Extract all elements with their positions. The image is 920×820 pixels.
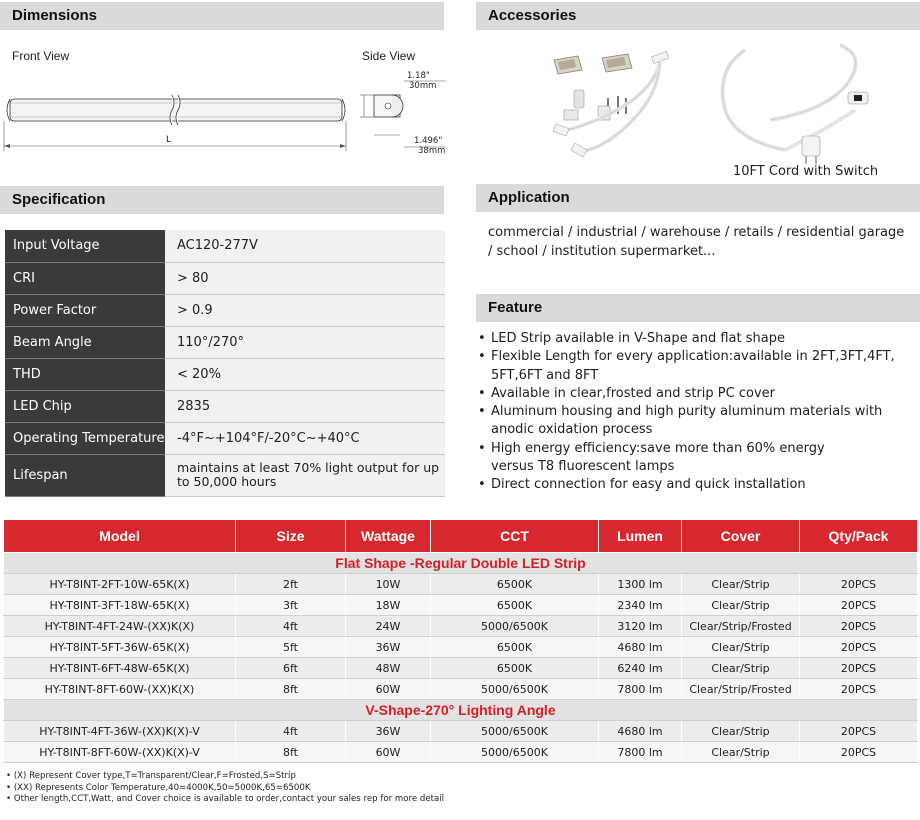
cell-size: 6ft — [236, 658, 346, 679]
front-view-drawing — [0, 85, 350, 155]
footnotes — [6, 771, 444, 806]
cell-cct: 5000/6500K — [431, 721, 599, 742]
cell-cct: 6500K — [431, 658, 599, 679]
feature-item: • LED Strip available in V-Shape and flat shape — [475, 330, 915, 348]
mounting-clip-icon — [554, 56, 582, 74]
table-row — [4, 616, 918, 637]
cell-lumen: 4680 lm — [599, 637, 682, 658]
cell-lumen: 2340 lm — [599, 595, 682, 616]
table-row — [4, 658, 918, 679]
spec-row — [5, 230, 445, 262]
spec-key: LED Chip — [5, 390, 165, 422]
footnote-text: (XX) Represents Color Temperature,40=4000K,50=5000K,65=6500K — [13, 782, 311, 793]
column-header-qty-pack: Qty/Pack — [800, 520, 918, 553]
table-row — [4, 721, 918, 742]
footnote-text: Other length,CCT,Watt, and Cover choice is available to order,contact your sales rep for more detail — [13, 794, 445, 804]
height-mm-label: 30mm — [409, 81, 437, 91]
spec-value: 2835 — [165, 390, 445, 422]
cell-qty: 20PCS — [800, 658, 918, 679]
spec-value: < 20% — [165, 358, 445, 390]
cell-cover: Clear/Strip — [682, 637, 800, 658]
application-title: Application — [488, 189, 570, 206]
feature-item: • Aluminum housing and high purity aluminum materials with anodic oxidation process — [475, 403, 915, 440]
group-title-flat: Flat Shape -Regular Double LED Strip — [4, 553, 918, 574]
spec-row — [5, 390, 445, 422]
cell-cover: Clear/Strip — [682, 595, 800, 616]
cell-cover: Clear/Strip — [682, 742, 800, 763]
spec-key: Beam Angle — [5, 326, 165, 358]
profile-shape — [374, 95, 403, 117]
table-group-row — [4, 553, 918, 574]
width-mm-label: 38mm — [418, 146, 446, 156]
cell-cover: Clear/Strip — [682, 574, 800, 595]
spec-value: -4°F~+104°F/-20°C~+40°C — [165, 422, 445, 454]
cell-lumen: 6240 lm — [599, 658, 682, 679]
spec-key: Power Factor — [5, 294, 165, 326]
spec-value: > 0.9 — [165, 294, 445, 326]
cell-model: HY-T8INT-3FT-18W-65K(X) — [4, 595, 236, 616]
cell-lumen: 7800 lm — [599, 679, 682, 700]
spec-key: Lifespan — [5, 454, 165, 496]
footnote: • (X) Represent Cover type,T=Transparent/Clear,F=Frosted,S=Strip — [6, 771, 296, 781]
column-header-lumen: Lumen — [599, 520, 682, 553]
spec-key: Input Voltage — [5, 230, 165, 262]
cell-size: 5ft — [236, 637, 346, 658]
cell-size: 3ft — [236, 595, 346, 616]
cell-cct: 5000/6500K — [431, 679, 599, 700]
cell-size: 8ft — [236, 679, 346, 700]
column-header-cct: CCT — [431, 520, 599, 553]
feature-item: • High energy efficiency:save more than 60% energy versus T8 fluorescent lamps — [475, 440, 915, 477]
table-header-row — [4, 520, 918, 553]
spec-value: AC120-277V — [165, 230, 445, 262]
table-row — [4, 595, 918, 616]
spec-value: 110°/270° — [165, 326, 445, 358]
cell-size: 4ft — [236, 721, 346, 742]
cell-model: HY-T8INT-8FT-60W-(XX)K(X) — [4, 679, 236, 700]
accessories-header — [476, 2, 920, 30]
cell-wattage: 48W — [346, 658, 431, 679]
spec-value: maintains at least 70% light output for up to 50,000 hours — [165, 454, 445, 496]
cell-cct: 6500K — [431, 595, 599, 616]
length-label: L — [166, 135, 172, 145]
cell-model: HY-T8INT-6FT-48W-65K(X) — [4, 658, 236, 679]
cell-lumen: 4680 lm — [599, 721, 682, 742]
cell-model: HY-T8INT-5FT-36W-65K(X) — [4, 637, 236, 658]
cell-qty: 20PCS — [800, 679, 918, 700]
feature-header — [476, 294, 920, 322]
cell-model: HY-T8INT-8FT-60W-(XX)K(X)-V — [4, 742, 236, 763]
spec-key: THD — [5, 358, 165, 390]
table-group-row — [4, 700, 918, 721]
spec-key: CRI — [5, 262, 165, 294]
front-view-label: Front View — [12, 49, 70, 63]
specification-header — [0, 186, 444, 214]
accessories-caption: 10FT Cord with Switch — [733, 164, 879, 179]
application-header — [476, 184, 920, 212]
spec-row — [5, 262, 445, 294]
spec-row — [5, 454, 445, 496]
power-cord-with-switch-icon — [723, 45, 869, 164]
cell-cover: Clear/Strip/Frosted — [682, 679, 800, 700]
length-dimension-line — [4, 121, 346, 151]
mounting-clip-icon — [602, 54, 632, 72]
cell-wattage: 36W — [346, 637, 431, 658]
cell-qty: 20PCS — [800, 637, 918, 658]
column-header-size: Size — [236, 520, 346, 553]
table-row — [4, 742, 918, 763]
cell-size: 4ft — [236, 616, 346, 637]
column-header-model: Model — [4, 520, 236, 553]
cell-size: 8ft — [236, 742, 346, 763]
spec-row — [5, 294, 445, 326]
feature-item: • Direct connection for easy and quick installation — [475, 476, 915, 494]
application-text: commercial / industrial / warehouse / retails / residential garage / school / institution supermarket... — [488, 225, 905, 259]
column-header-cover: Cover — [682, 520, 800, 553]
specification-title: Specification — [12, 191, 106, 208]
spec-value: > 80 — [165, 262, 445, 294]
cell-wattage: 24W — [346, 616, 431, 637]
group-title-v-shape: V-Shape-270° Lighting Angle — [4, 700, 918, 721]
cell-qty: 20PCS — [800, 742, 918, 763]
height-in-label: 1.18" — [407, 71, 430, 81]
cell-wattage: 36W — [346, 721, 431, 742]
dimensions-header — [0, 2, 444, 30]
cell-cct: 6500K — [431, 574, 599, 595]
screw-icon — [564, 90, 626, 120]
product-table — [3, 519, 918, 763]
spec-row — [5, 422, 445, 454]
cell-lumen: 1300 lm — [599, 574, 682, 595]
cell-wattage: 18W — [346, 595, 431, 616]
dimensions-title: Dimensions — [12, 7, 98, 24]
cell-lumen: 3120 lm — [599, 616, 682, 637]
cell-size: 2ft — [236, 574, 346, 595]
cell-qty: 20PCS — [800, 574, 918, 595]
cell-lumen: 7800 lm — [599, 742, 682, 763]
width-in-label: 1.496" — [414, 136, 443, 146]
spec-row — [5, 358, 445, 390]
cell-model: HY-T8INT-4FT-24W-(XX)K(X) — [4, 616, 236, 637]
cell-model: HY-T8INT-2FT-10W-65K(X) — [4, 574, 236, 595]
spec-key: Operating Temperature — [5, 422, 165, 454]
cell-cover: Clear/Strip — [682, 721, 800, 742]
specification-table — [5, 230, 445, 497]
footnote: • (XX) Represents Color Temperature,40=4000K,50=5000K,65=6500K — [6, 782, 311, 793]
footnote-text: (X) Represent Cover type,T=Transparent/Clear,F=Frosted,S=Strip — [13, 771, 296, 781]
cell-qty: 20PCS — [800, 595, 918, 616]
cell-cover: Clear/Strip — [682, 658, 800, 679]
column-header-wattage: Wattage — [346, 520, 431, 553]
cell-wattage: 10W — [346, 574, 431, 595]
table-row — [4, 679, 918, 700]
cell-cct: 5000/6500K — [431, 616, 599, 637]
cell-cover: Clear/Strip/Frosted — [682, 616, 800, 637]
cell-cct: 6500K — [431, 637, 599, 658]
cell-qty: 20PCS — [800, 721, 918, 742]
spec-row — [5, 326, 445, 358]
cell-cct: 5000/6500K — [431, 742, 599, 763]
accessories-image — [540, 40, 900, 165]
cell-wattage: 60W — [346, 679, 431, 700]
cell-model: HY-T8INT-4FT-36W-(XX)K(X)-V — [4, 721, 236, 742]
cell-wattage: 60W — [346, 742, 431, 763]
accessories-title: Accessories — [488, 7, 577, 24]
feature-item: • Flexible Length for every application:available in 2FT,3FT,4FT, 5FT,6FT and 8FT — [475, 348, 915, 385]
footnote: • Other length,CCT,Watt, and Cover choice is available to order,contact your sales rep for more detail — [6, 794, 445, 804]
feature-list — [475, 330, 915, 495]
side-view-label: Side View — [362, 49, 416, 63]
cell-qty: 20PCS — [800, 616, 918, 637]
feature-title: Feature — [488, 299, 543, 316]
table-row — [4, 574, 918, 595]
table-row — [4, 637, 918, 658]
feature-item: • Available in clear,frosted and strip PC cover — [475, 385, 915, 403]
